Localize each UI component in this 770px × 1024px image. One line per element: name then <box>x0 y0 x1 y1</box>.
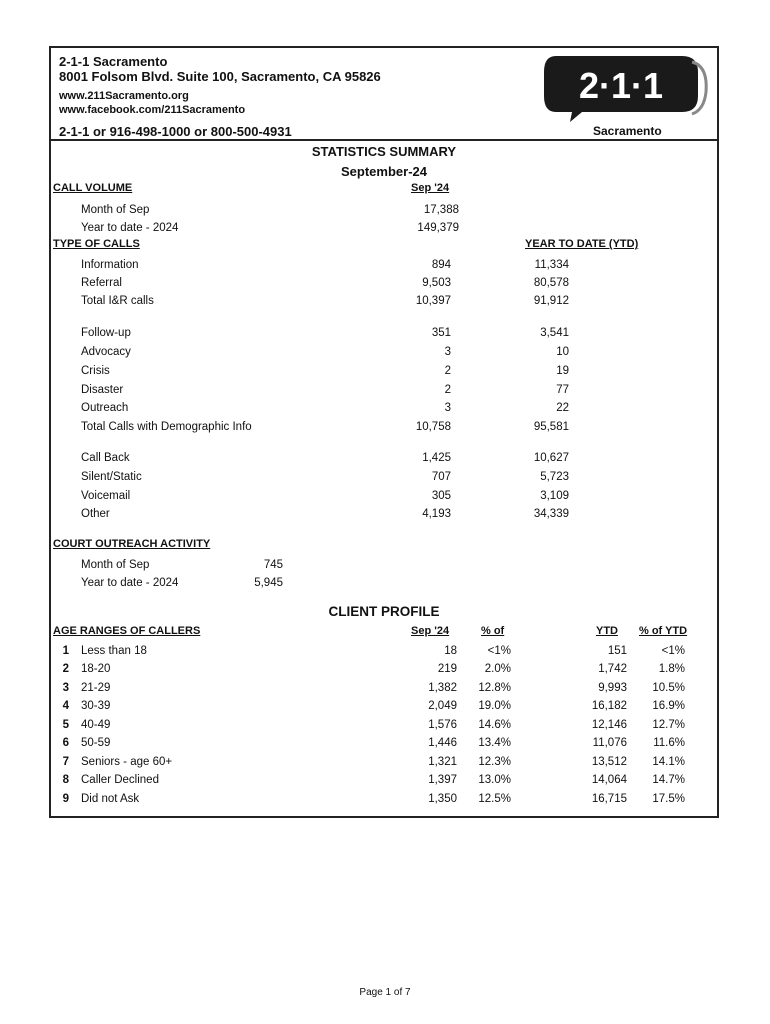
age-row-month: 18 <box>444 645 457 657</box>
call-type-ytd: 91,912 <box>533 295 569 307</box>
age-row-index: 7 <box>62 756 69 768</box>
age-row-label: Did not Ask <box>81 793 140 805</box>
logo-text: 2·1·1 <box>578 65 664 106</box>
age-ranges-heading: AGE RANGES OF CALLERS <box>53 625 201 637</box>
call-type-ytd: 80,578 <box>533 277 569 289</box>
call-type-month: 894 <box>431 259 451 271</box>
age-row-pct-ytd: 16.9% <box>652 700 685 712</box>
age-row-month: 1,446 <box>428 737 457 749</box>
call-type-month: 305 <box>431 490 451 502</box>
age-row-ytd: 151 <box>607 645 627 657</box>
call-volume-label: Month of Sep <box>81 204 150 216</box>
report-title: STATISTICS SUMMARY <box>311 144 457 159</box>
client-profile-title: CLIENT PROFILE <box>328 604 440 619</box>
age-row-ytd: 11,076 <box>592 737 627 749</box>
age-row-month: 219 <box>437 663 457 675</box>
age-row-pct: 19.0% <box>478 700 511 712</box>
age-row-ytd: 16,715 <box>591 793 627 805</box>
call-type-ytd: 5,723 <box>540 471 569 483</box>
age-row-label: 30-39 <box>81 700 111 712</box>
age-row-ytd: 1,742 <box>598 663 627 675</box>
call-type-month: 3 <box>444 402 451 414</box>
age-row-pct-ytd: 10.5% <box>652 682 685 694</box>
call-type-ytd: 77 <box>556 384 569 396</box>
age-row-month: 2,049 <box>428 700 457 712</box>
call-type-ytd: 10,627 <box>533 452 569 464</box>
age-row-index: 4 <box>62 700 69 712</box>
age-row-label: 21-29 <box>81 682 111 694</box>
call-type-label: Call Back <box>81 452 130 464</box>
call-type-ytd: 95,581 <box>533 421 569 433</box>
age-row-ytd: 14,064 <box>591 774 627 786</box>
age-row-index: 3 <box>62 682 69 694</box>
age-row-label: 50-59 <box>81 737 111 749</box>
call-type-month: 2 <box>444 365 451 377</box>
call-volume-heading: CALL VOLUME <box>53 182 133 194</box>
age-row-month: 1,576 <box>428 719 457 731</box>
court-outreach-label: Year to date - 2024 <box>81 577 179 589</box>
org-website: www.211Sacramento.org <box>59 90 189 102</box>
age-row-pct: 12.8% <box>478 682 511 694</box>
age-row-pct: 13.4% <box>478 737 511 749</box>
age-col-month: Sep '24 <box>411 625 450 637</box>
age-row-month: 1,350 <box>428 793 457 805</box>
call-type-month: 3 <box>444 346 451 358</box>
call-type-month: 4,193 <box>422 508 451 520</box>
age-row-month: 1,382 <box>428 682 457 694</box>
call-volume-value: 17,388 <box>423 204 459 216</box>
age-col-ytd: YTD <box>596 625 618 637</box>
age-row-index: 2 <box>62 663 69 675</box>
call-type-ytd: 22 <box>556 402 569 414</box>
org-name: 2-1-1 Sacramento <box>59 54 168 69</box>
court-outreach-value: 5,945 <box>254 577 283 589</box>
call-type-ytd: 11,334 <box>534 259 569 271</box>
age-row-pct: 12.5% <box>478 793 511 805</box>
org-address: 8001 Folsom Blvd. Suite 100, Sacramento, CA 95826 <box>59 69 381 84</box>
age-row-pct-ytd: <1% <box>661 645 685 657</box>
call-type-ytd: 34,339 <box>533 508 569 520</box>
call-type-ytd: 3,541 <box>540 327 569 339</box>
call-type-ytd: 19 <box>556 365 569 377</box>
age-row-label: 18-20 <box>81 663 111 675</box>
age-row-pct-ytd: 14.1% <box>652 756 685 768</box>
age-row-month: 1,321 <box>428 756 457 768</box>
call-type-month: 351 <box>431 327 451 339</box>
call-type-label: Crisis <box>81 365 110 377</box>
org-phone: 2-1-1 or 916-498-1000 or 800-500-4931 <box>59 124 292 139</box>
call-type-label: Disaster <box>81 384 124 396</box>
logo-city: Sacramento <box>593 124 662 138</box>
call-type-ytd: 10 <box>556 346 569 358</box>
call-type-month: 9,503 <box>422 277 451 289</box>
header-divider <box>51 139 717 141</box>
report-subtitle: September-24 <box>341 164 427 179</box>
age-row-ytd: 12,146 <box>591 719 627 731</box>
age-row-label: Caller Declined <box>81 774 159 786</box>
age-row-pct-ytd: 14.7% <box>652 774 685 786</box>
age-col-pct-ytd: % of YTD <box>639 625 688 637</box>
age-row-index: 9 <box>62 793 69 805</box>
call-type-label: Other <box>81 508 110 520</box>
call-type-label: Total I&R calls <box>81 295 154 307</box>
call-type-label: Advocacy <box>81 346 131 358</box>
age-row-pct-ytd: 11.6% <box>653 737 685 749</box>
ytd-header: YEAR TO DATE (YTD) <box>525 238 639 250</box>
age-row-pct: 13.0% <box>478 774 511 786</box>
call-type-month: 2 <box>444 384 451 396</box>
age-row-pct: 12.3% <box>478 756 511 768</box>
age-col-pct: % of <box>481 625 505 637</box>
call-volume-col-header: Sep '24 <box>411 182 450 194</box>
call-type-month: 10,758 <box>415 421 451 433</box>
call-volume-value: 149,379 <box>417 222 459 234</box>
age-row-pct-ytd: 1.8% <box>658 663 685 675</box>
age-row-index: 6 <box>62 737 69 749</box>
age-row-label: Seniors - age 60+ <box>81 756 173 768</box>
court-outreach-heading: COURT OUTREACH ACTIVITY <box>53 538 211 550</box>
age-row-ytd: 13,512 <box>591 756 627 768</box>
age-row-pct-ytd: 12.7% <box>652 719 685 731</box>
call-type-month: 10,397 <box>415 295 451 307</box>
age-row-month: 1,397 <box>428 774 457 786</box>
call-type-label: Follow-up <box>81 327 131 339</box>
call-type-label: Outreach <box>81 402 129 414</box>
call-type-label: Referral <box>81 277 122 289</box>
age-row-pct: 2.0% <box>484 663 511 675</box>
page-number: Page 1 of 7 <box>359 987 411 998</box>
age-row-pct: <1% <box>487 645 511 657</box>
call-type-label: Total Calls with Demographic Info <box>81 421 252 433</box>
age-row-label: 40-49 <box>81 719 111 731</box>
org-facebook: www.facebook.com/211Sacramento <box>59 104 246 116</box>
age-row-pct: 14.6% <box>478 719 511 731</box>
age-row-index: 8 <box>62 774 69 786</box>
court-outreach-value: 745 <box>263 559 283 571</box>
logo-211-icon <box>542 52 712 122</box>
call-type-ytd: 3,109 <box>540 490 569 502</box>
age-row-ytd: 16,182 <box>591 700 627 712</box>
call-volume-label: Year to date - 2024 <box>81 222 179 234</box>
age-row-index: 5 <box>62 719 69 731</box>
report-page <box>49 46 719 818</box>
call-type-label: Information <box>81 259 139 271</box>
age-row-label: Less than 18 <box>81 645 147 657</box>
type-of-calls-heading: TYPE OF CALLS <box>53 238 140 250</box>
call-type-label: Voicemail <box>81 490 131 502</box>
call-type-month: 1,425 <box>422 452 451 464</box>
age-row-index: 1 <box>62 645 69 657</box>
call-type-label: Silent/Static <box>81 471 142 483</box>
age-row-ytd: 9,993 <box>598 682 627 694</box>
call-type-month: 707 <box>431 471 451 483</box>
court-outreach-label: Month of Sep <box>81 559 150 571</box>
age-row-pct-ytd: 17.5% <box>652 793 685 805</box>
